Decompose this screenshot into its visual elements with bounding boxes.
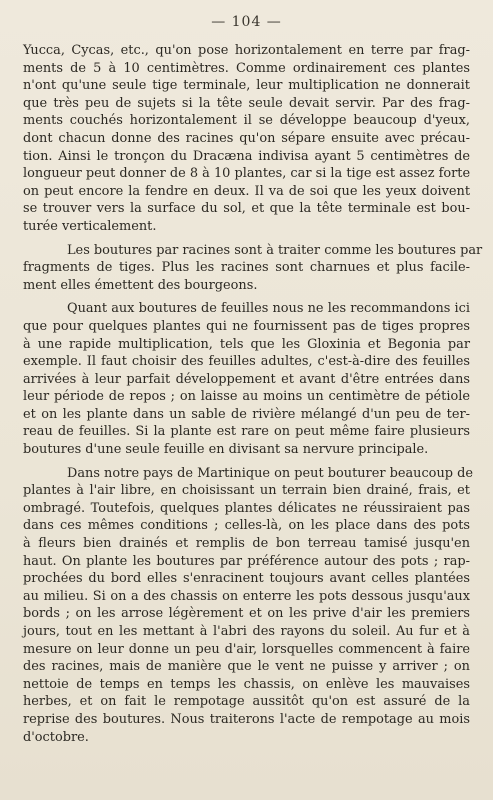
text-line: fragments de tiges. Plus les racines sont charnues et plus facile- (23, 260, 470, 276)
paragraph (23, 42, 470, 236)
text-line: prochées du bord elles s'enracinent toujours avant celles plantées (23, 571, 470, 587)
text-line: reau de feuilles. Si la plante est rare on peut même faire plusieurs (23, 424, 470, 440)
text-line: au milieu. Si on a des chassis on enterre les pots dessous jusqu'aux (23, 588, 470, 604)
text-line: dont chacun donne des racines qu'on sépare ensuite avec précau- (23, 130, 470, 146)
text-line: turée verticalement. (23, 218, 157, 234)
body-text (23, 42, 483, 746)
text-line: ments couchés horizontalement il se développe beaucoup d'yeux, (23, 113, 470, 129)
text-line: bords ; on les arrose légèrement et on les prive d'air les premiers (23, 606, 470, 622)
text-line: on peut encore la fendre en deux. Il va de soi que les yeux doivent (23, 183, 470, 199)
text-line: des racines, mais de manière que le vent ne puisse y arriver ; on (23, 659, 470, 675)
text-line: Les boutures par racines sont à traiter comme les boutures par (67, 242, 483, 258)
text-line: ment elles émettent des bourgeons. (23, 277, 258, 293)
text-line: que pour quelques plantes qui ne fournissent pas de tiges propres (23, 318, 470, 334)
text-line: que très peu de sujets si la tête seule devait servir. Par des frag- (23, 95, 470, 111)
paragraph (23, 242, 483, 295)
text-line: à une rapide multiplication, tels que les Gloxinia et Begonia par (23, 336, 470, 352)
text-line: mesure on leur donne un peu d'air, lorsquelles commencent à faire (23, 641, 470, 657)
text-line: jours, tout en les mettant à l'abri des rayons du soleil. Au fur et à (23, 624, 470, 639)
text-line: à fleurs bien drainés et remplis de bon terreau tamisé jusqu'en (23, 536, 470, 552)
text-line: Quant aux boutures de feuilles nous ne les recommandons ici (67, 301, 470, 317)
text-line: nettoie de temps en temps les chassis, on enlève les mauvaises (23, 676, 470, 692)
text-line: boutures d'une seule feuille en divisant sa nervure principale. (23, 442, 429, 458)
text-line: dans ces mêmes conditions ; celles-là, on les place dans des pots (23, 518, 470, 534)
paragraph (23, 465, 473, 747)
text-line: exemple. Il faut choisir des feuilles adultes, c'est-à-dire des feuilles (23, 354, 470, 370)
text-line: d'octobre. (23, 729, 89, 745)
text-line: tion. Ainsi le tronçon du Dracæna indivisa ayant 5 centimètres de (23, 148, 470, 164)
text-line: se trouver vers la surface du sol, et que la tête terminale est bou- (23, 201, 470, 217)
text-line: reprise des boutures. Nous traiterons l'acte de rempotage au mois (23, 711, 470, 727)
text-line: herbes, et on fait le rempotage aussitôt qu'on est assuré de la (23, 694, 470, 710)
text-line: Yucca, Cycas, etc., qu'on pose horizontalement en terre par frag- (23, 43, 470, 58)
text-line: haut. On plante les boutures par préférence autour des pots ; rap- (23, 553, 470, 569)
page-number: — 104 — (211, 14, 282, 30)
text-line: longueur peut donner de 8 à 10 plantes, car si la tige est assez forte (23, 166, 471, 182)
text-line: leur période de repos ; on laisse au moins un centimètre de pétiole (23, 389, 470, 405)
text-line: ments de 5 à 10 centimètres. Comme ordinairement ces plantes (23, 60, 470, 76)
text-line: plantes à l'air libre, en choisissant un terrain bien drainé, frais, et (23, 483, 470, 499)
text-line: n'ont qu'une seule tige terminale, leur multiplication ne donnerait (23, 78, 470, 94)
text-line: Dans notre pays de Martinique on peut bouturer beaucoup de (67, 465, 473, 481)
text-line: ombragé. Toutefois, quelques plantes délicates ne réussiraient pas (23, 500, 470, 516)
text-line: arrivées à leur parfait développement et avant d'être entrées dans (23, 371, 470, 387)
text-line: et on les plante dans un sable de rivière mélangé d'un peu de ter- (23, 406, 470, 422)
paragraph (23, 300, 470, 458)
